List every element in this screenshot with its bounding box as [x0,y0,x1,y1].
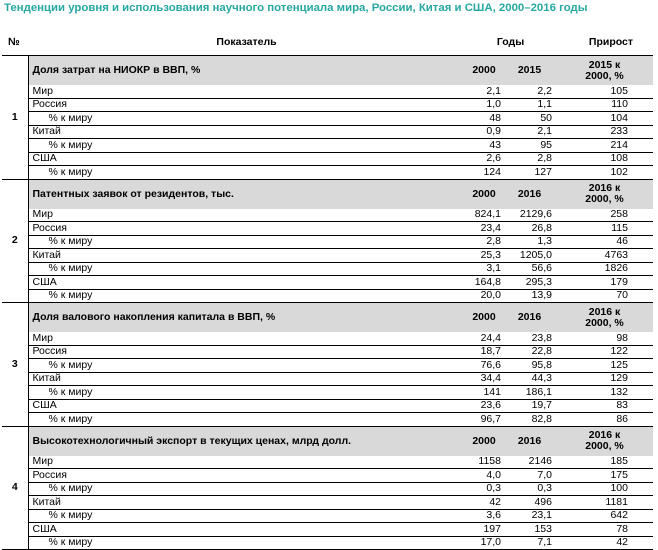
header-indicator: Показатель [28,30,465,56]
row-value-start: 23,6 [465,399,503,413]
row-label: % к миру [28,262,465,276]
row-value-end: 127 [503,166,556,180]
row-label: Мир [28,456,465,469]
row-label: % к миру [28,386,465,400]
row-label: % к миру [28,166,465,180]
table-row [2,289,653,303]
growth-header-line2: 2000, % [585,440,624,452]
data-table [2,30,653,550]
row-value-end: 26,8 [503,222,556,236]
row-value-end: 95 [503,139,556,153]
table-row [2,249,653,263]
row-value-start: 18,7 [465,345,503,359]
row-growth: 125 [556,359,653,373]
table-row [2,98,653,112]
row-label: Мир [28,85,465,98]
row-label: США [28,523,465,537]
row-value-start: 197 [465,523,503,537]
table-row [2,509,653,523]
row-label: % к миру [28,289,465,303]
table-row [2,276,653,290]
row-value-end: 2,8 [503,152,556,166]
row-label: % к миру [28,112,465,126]
section-label: Доля валового накопления капитала в ВВП, % [28,303,465,333]
row-value-start: 1158 [465,456,503,469]
growth-header-line1: 2016 к [588,305,621,318]
row-value-start: 2,8 [465,235,503,249]
row-growth: 115 [556,222,653,236]
row-growth: 110 [556,98,653,112]
row-value-start: 3,1 [465,262,503,276]
row-value-start: 34,4 [465,372,503,386]
section-year-end: 2016 [503,426,556,456]
section-header-row [2,426,653,456]
row-value-end: 1,3 [503,235,556,249]
row-value-start: 824,1 [465,209,503,222]
row-label: % к миру [28,482,465,496]
row-growth: 83 [556,399,653,413]
section-label: Высокотехнологичный экспорт в текущих ценах, млрд долл. [28,426,465,456]
row-value-start: 2,1 [465,85,503,98]
section-growth-header [556,426,653,456]
row-value-end: 1,1 [503,98,556,112]
row-label: Мир [28,209,465,222]
row-value-end: 95,8 [503,359,556,373]
row-value-start: 141 [465,386,503,400]
header-growth: Прирост [556,30,653,56]
section-year-end: 2016 [503,179,556,209]
row-value-end: 56,6 [503,262,556,276]
row-growth: 98 [556,332,653,345]
table-row [2,456,653,469]
row-label: Китай [28,249,465,263]
row-label: США [28,276,465,290]
row-growth: 258 [556,209,653,222]
row-value-start: 42 [465,496,503,510]
row-growth: 175 [556,469,653,483]
row-value-end: 7,0 [503,469,556,483]
row-label: % к миру [28,536,465,550]
row-label: Китай [28,125,465,139]
section-year-start: 2000 [465,303,503,333]
header-num: № [2,30,28,56]
row-value-start: 0,3 [465,482,503,496]
row-growth: 122 [556,345,653,359]
row-growth: 100 [556,482,653,496]
table-row [2,166,653,180]
row-label: Мир [28,332,465,345]
row-value-end: 0,3 [503,482,556,496]
table-row [2,386,653,400]
table-row [2,332,653,345]
row-value-start: 4,0 [465,469,503,483]
row-growth: 108 [556,152,653,166]
row-growth: 642 [556,509,653,523]
row-value-start: 76,6 [465,359,503,373]
row-value-end: 23,8 [503,332,556,345]
row-value-end: 2146 [503,456,556,469]
row-growth: 233 [556,125,653,139]
row-label: Россия [28,345,465,359]
section-year-start: 2000 [465,179,503,209]
section-label: Доля затрат на НИОКР в ВВП, % [28,56,465,86]
table-row [2,345,653,359]
row-value-start: 23,4 [465,222,503,236]
row-label: США [28,152,465,166]
row-value-start: 3,6 [465,509,503,523]
row-growth: 1826 [556,262,653,276]
growth-header-line2: 2000, % [585,193,624,205]
header-years: Годы [465,30,556,56]
row-value-start: 124 [465,166,503,180]
table-row [2,209,653,222]
table-row [2,536,653,550]
row-growth: 179 [556,276,653,290]
row-label: Россия [28,98,465,112]
table-title: Тенденции уровня и использования научного потенциала мира, России, Китая и США, 2000–2016 годы [4,2,588,14]
table-row [2,222,653,236]
row-value-start: 2,6 [465,152,503,166]
row-growth: 42 [556,536,653,550]
table-row [2,359,653,373]
section-year-end: 2015 [503,56,556,86]
table-row [2,262,653,276]
row-label: % к миру [28,413,465,427]
row-growth: 129 [556,372,653,386]
row-value-end: 44,3 [503,372,556,386]
growth-header-line1: 2016 к [588,429,621,441]
row-value-start: 48 [465,112,503,126]
section-header-row [2,56,653,86]
section-header-row [2,179,653,209]
row-value-end: 2129,6 [503,209,556,222]
row-value-end: 82,8 [503,413,556,427]
row-growth: 1181 [556,496,653,510]
table-header-row [2,30,653,56]
table-row [2,112,653,126]
row-label: Россия [28,222,465,236]
row-value-start: 25,3 [465,249,503,263]
row-value-end: 7,1 [503,536,556,550]
row-growth: 185 [556,456,653,469]
table-row [2,523,653,537]
row-value-end: 2,1 [503,125,556,139]
section-number: 4 [2,426,28,550]
table-row [2,496,653,510]
section-growth-header [556,179,653,209]
table-row [2,482,653,496]
section-number: 3 [2,303,28,427]
table-row [2,139,653,153]
section-number: 2 [2,179,28,303]
section-year-end: 2016 [503,303,556,333]
section-growth-header [556,56,653,86]
row-value-start: 24,4 [465,332,503,345]
section-label: Патентных заявок от резидентов, тыс. [28,179,465,209]
row-growth: 104 [556,112,653,126]
row-label: % к миру [28,235,465,249]
row-label: США [28,399,465,413]
row-value-end: 50 [503,112,556,126]
table-row [2,125,653,139]
row-label: Россия [28,469,465,483]
row-growth: 46 [556,235,653,249]
section-growth-header [556,303,653,333]
growth-header-line1: 2015 к [588,58,621,71]
row-growth: 70 [556,289,653,303]
row-value-end: 22,8 [503,345,556,359]
row-value-end: 19,7 [503,399,556,413]
section-header-row [2,303,653,333]
section-number: 1 [2,56,28,180]
row-value-end: 1205,0 [503,249,556,263]
section-year-start: 2000 [465,426,503,456]
row-value-start: 17,0 [465,536,503,550]
table-row [2,413,653,427]
row-growth: 102 [556,166,653,180]
row-value-end: 153 [503,523,556,537]
row-growth: 4763 [556,249,653,263]
growth-header-line2: 2000, % [585,69,624,82]
row-value-start: 43 [465,139,503,153]
growth-header-line1: 2016 к [588,182,621,194]
row-growth: 78 [556,523,653,537]
row-growth: 214 [556,139,653,153]
row-value-end: 2,2 [503,85,556,98]
row-label: Китай [28,496,465,510]
row-value-end: 496 [503,496,556,510]
row-value-start: 20,0 [465,289,503,303]
row-value-end: 295,3 [503,276,556,290]
row-label: % к миру [28,509,465,523]
table-body [2,56,653,550]
row-value-start: 0,9 [465,125,503,139]
row-value-end: 23,1 [503,509,556,523]
row-growth: 132 [556,386,653,400]
table-row [2,469,653,483]
row-growth: 105 [556,85,653,98]
row-growth: 86 [556,413,653,427]
row-value-start: 164,8 [465,276,503,290]
table-row [2,235,653,249]
row-label: % к миру [28,359,465,373]
section-year-start: 2000 [465,56,503,86]
growth-header-line2: 2000, % [585,316,624,329]
table-row [2,85,653,98]
table-row [2,399,653,413]
row-label: % к миру [28,139,465,153]
row-value-start: 96,7 [465,413,503,427]
table-row [2,152,653,166]
table-row [2,372,653,386]
row-value-start: 1,0 [465,98,503,112]
row-value-end: 13,9 [503,289,556,303]
row-value-end: 186,1 [503,386,556,400]
row-label: Китай [28,372,465,386]
